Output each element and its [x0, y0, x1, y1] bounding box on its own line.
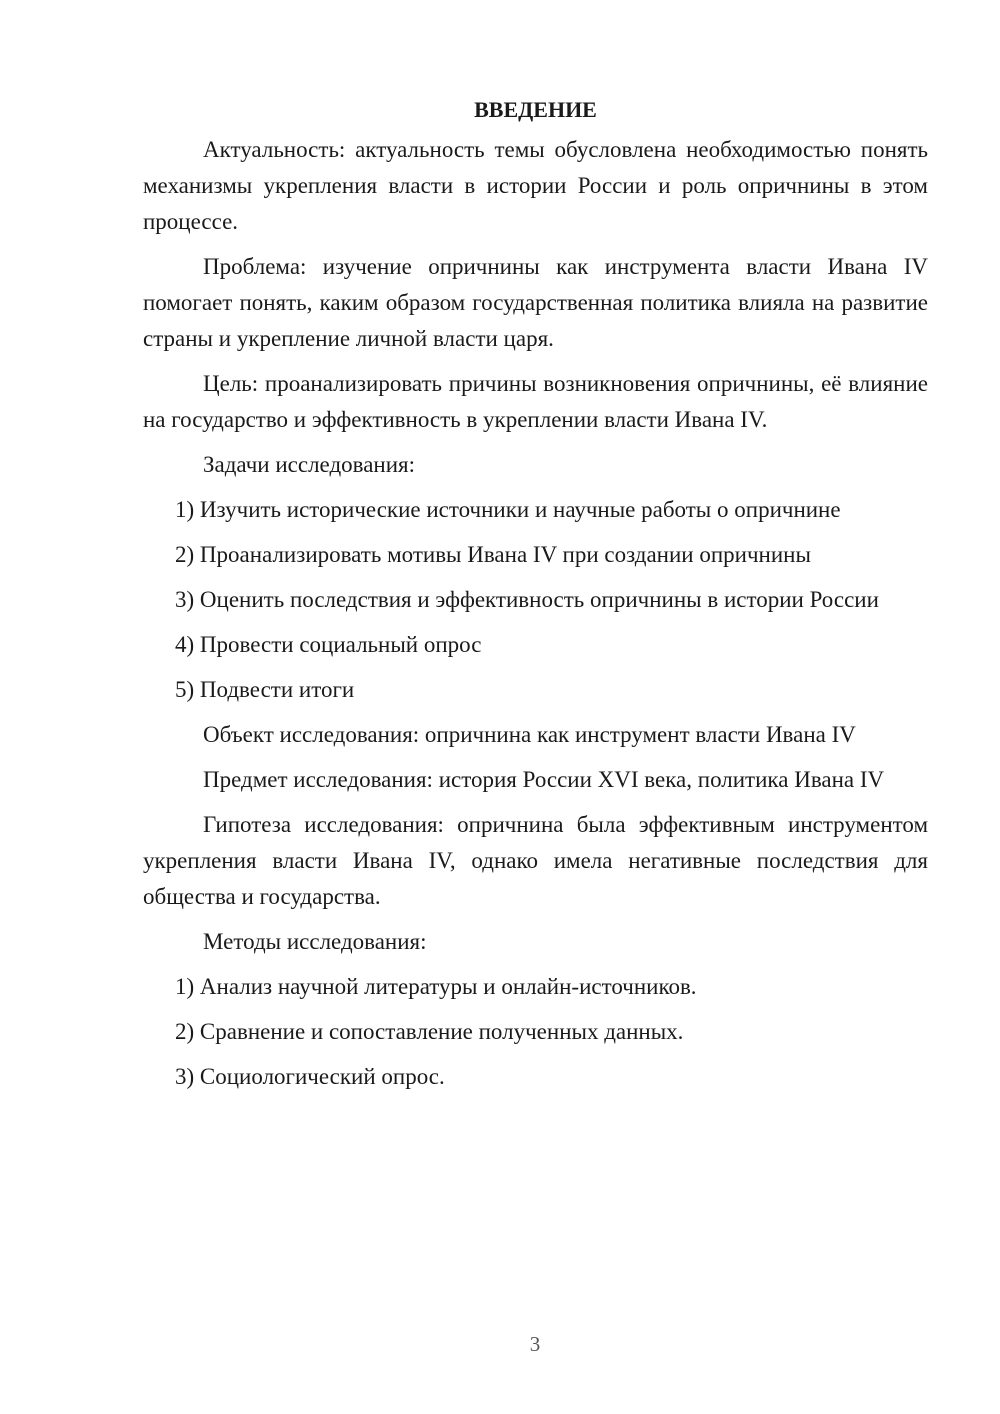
object-paragraph: Объект исследования: опричнина как инструмент власти Ивана IV: [203, 722, 856, 747]
task-item: 1) Изучить исторические источники и научные работы о опричнине: [175, 497, 841, 522]
task-item: 4) Провести социальный опрос: [175, 632, 482, 657]
method-item: 2) Сравнение и сопоставление полученных данных.: [175, 1019, 684, 1044]
task-item: 2) Проанализировать мотивы Ивана IV при создании опричнины: [175, 542, 811, 567]
document-body: [143, 92, 928, 1104]
problem-paragraph: Проблема: изучение опричнины как инструмента власти Ивана IV помогает понять, каким образом государственная политика влияла на развитие страны и укрепление личной власти царя.: [143, 254, 928, 351]
subject-paragraph: Предмет исследования: история России XVI века, политика Ивана IV: [203, 767, 885, 792]
methods-heading: Методы исследования:: [203, 929, 427, 954]
method-item: 3) Социологический опрос.: [175, 1064, 445, 1089]
hypothesis-paragraph: Гипотеза исследования: опричнина была эффективным инструментом укрепления власти Ивана IV, однако имела негативные последствия для общества и государства.: [143, 812, 928, 909]
page-number: 3: [529, 1332, 541, 1356]
task-item: 5) Подвести итоги: [175, 677, 355, 702]
section-title: ВВЕДЕНИЕ: [474, 97, 597, 122]
tasks-heading: Задачи исследования:: [203, 452, 416, 477]
goal-paragraph: Цель: проанализировать причины возникновения опричнины, её влияние на государство и эффективность в укреплении власти Ивана IV.: [143, 371, 928, 432]
task-item: 3) Оценить последствия и эффективность опричнины в истории России: [175, 587, 879, 612]
relevance-paragraph: Актуальность: актуальность темы обусловлена необходимостью понять механизмы укрепления власти в истории России и роль опричнины в этом процессе.: [143, 137, 928, 234]
method-item: 1) Анализ научной литературы и онлайн-источников.: [175, 974, 697, 999]
